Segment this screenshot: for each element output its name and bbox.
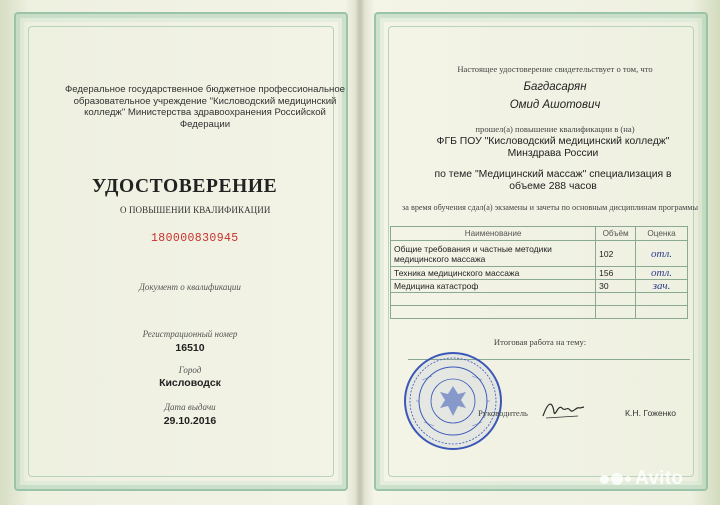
exams-text: за время обучения сдал(а) экзамены и зачеты по основным дисциплинам программы — [402, 203, 698, 212]
issue-date: 29.10.2016 — [163, 415, 217, 427]
table-header-row — [391, 227, 688, 241]
document-title: УДОСТОВЕРЕНИЕ — [92, 176, 278, 197]
column-header-name: Наименование — [391, 227, 596, 241]
signer-name: К.Н. Гоженко — [625, 408, 677, 418]
subject-grade: отл. — [636, 267, 688, 280]
grades-table — [390, 226, 688, 319]
document-serial-number: 180000830945 — [151, 232, 239, 245]
subject-hours: 156 — [596, 267, 636, 280]
subject-name: Общие требования и частные методики медицинского массажа — [391, 241, 596, 267]
avito-watermark — [600, 468, 683, 490]
right-page — [360, 0, 720, 505]
city: Кисловодск — [159, 377, 221, 389]
subject-hours: 102 — [596, 241, 636, 267]
certifies-text: Настоящее удостоверение свидетельствует о том, что — [457, 64, 653, 74]
passed-text: прошел(а) повышение квалификации в (на) — [475, 124, 635, 134]
signature — [540, 396, 586, 424]
registration-number-label: Регистрационный номер — [142, 329, 238, 339]
issuing-organization: Федеральное государственное бюджетное профессиональное образовательное учреждение "Кисловодский медицинский колледж" Министерства здравоохранения Российской Федерации — [65, 84, 345, 130]
column-header-hours: Объём — [596, 227, 636, 241]
official-seal-stamp — [402, 350, 504, 452]
subject-name: Медицина катастроф — [391, 280, 596, 293]
course-topic: по теме "Медицинский массаж" специализация в объеме 288 часов — [434, 169, 672, 192]
subject-grade: зач. — [636, 280, 688, 293]
signer-label: Руководитель — [478, 408, 528, 418]
training-organization: ФГБ ПОУ "Кисловодский медицинский колледж" Минздрава России — [436, 136, 670, 159]
holder-surname: Багдасарян — [523, 81, 587, 93]
column-header-grade: Оценка — [636, 227, 688, 241]
registration-number: 16510 — [175, 342, 205, 354]
subject-name: Техника медицинского массажа — [391, 267, 596, 280]
issue-date-label: Дата выдачи — [164, 402, 216, 412]
document-type-label: Документ о квалификации — [139, 282, 241, 292]
subject-grade: отл. — [636, 241, 688, 267]
table-row — [391, 280, 688, 293]
holder-given-names: Омид Ашотович — [509, 99, 601, 111]
document-subtitle: О ПОВЫШЕНИИ КВАЛИФИКАЦИИ — [120, 205, 271, 215]
city-label: Город — [178, 365, 202, 375]
table-row-empty — [391, 293, 688, 306]
table-row — [391, 267, 688, 280]
table-row-empty — [391, 306, 688, 319]
avito-logo-icon — [600, 473, 631, 485]
subject-hours: 30 — [596, 280, 636, 293]
final-work-label: Итоговая работа на тему: — [493, 337, 587, 347]
avito-watermark-text: Avito — [635, 468, 684, 489]
table-row — [391, 241, 688, 267]
